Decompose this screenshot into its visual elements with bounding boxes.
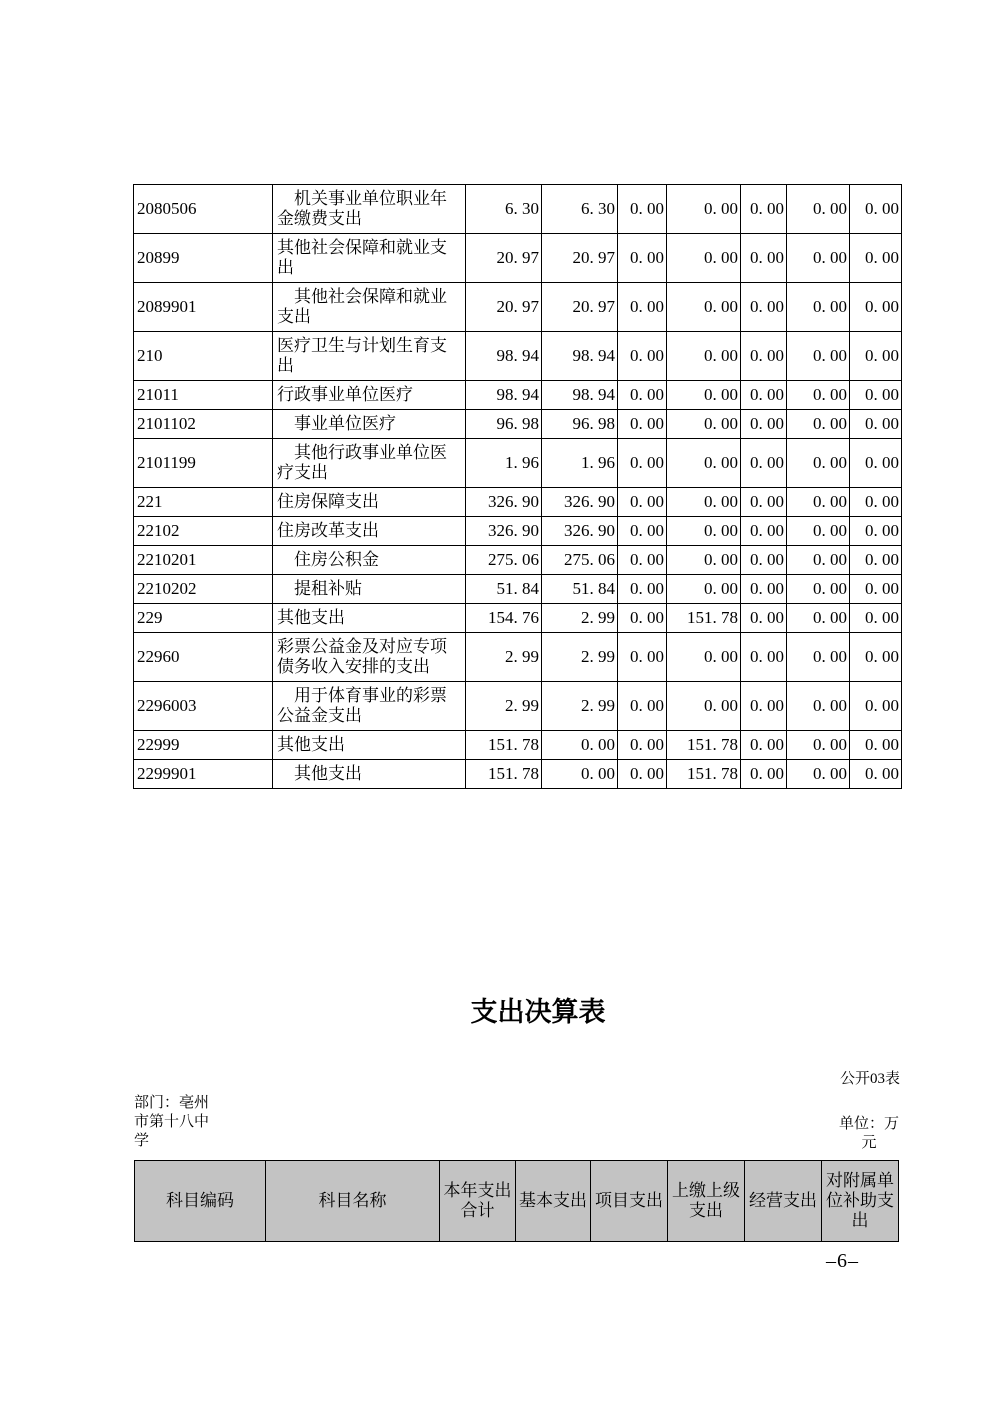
value-cell: 151. 78 (667, 604, 741, 633)
value-cell: 0. 00 (741, 633, 787, 682)
value-cell: 0. 00 (787, 682, 850, 731)
value-cell: 0. 00 (667, 234, 741, 283)
value-cell: 6. 30 (542, 185, 618, 234)
value-cell: 0. 00 (667, 575, 741, 604)
page-number: –6– (826, 1250, 859, 1272)
table-row (134, 283, 902, 332)
value-cell: 1. 96 (466, 439, 542, 488)
header-cell: 科目名称 (266, 1161, 440, 1242)
value-cell: 0. 00 (667, 546, 741, 575)
value-cell: 0. 00 (618, 731, 667, 760)
value-cell: 2. 99 (542, 682, 618, 731)
value-cell: 0. 00 (850, 488, 902, 517)
value-cell: 0. 00 (667, 682, 741, 731)
table-row (134, 546, 902, 575)
subject-name-cell: 住房改革支出 (273, 517, 466, 546)
value-cell: 20. 97 (466, 283, 542, 332)
value-cell: 0. 00 (741, 546, 787, 575)
value-cell: 0. 00 (741, 234, 787, 283)
value-cell: 0. 00 (618, 517, 667, 546)
value-cell: 0. 00 (618, 760, 667, 789)
value-cell: 0. 00 (787, 633, 850, 682)
table-row (134, 488, 902, 517)
subject-name-cell: 机关事业单位职业年金缴费支出 (273, 185, 466, 234)
value-cell: 0. 00 (850, 517, 902, 546)
form-code-label: 公开03表 (839, 1071, 900, 1087)
value-cell: 0. 00 (787, 731, 850, 760)
value-cell: 0. 00 (787, 381, 850, 410)
value-cell: 0. 00 (787, 410, 850, 439)
subject-code-cell: 2296003 (134, 682, 273, 731)
value-cell: 0. 00 (850, 682, 902, 731)
value-cell: 326. 90 (542, 488, 618, 517)
table-row (134, 575, 902, 604)
value-cell: 0. 00 (741, 604, 787, 633)
table-row (134, 185, 902, 234)
value-cell: 0. 00 (741, 185, 787, 234)
value-cell: 0. 00 (741, 283, 787, 332)
value-cell: 51. 84 (542, 575, 618, 604)
subject-code-cell: 2210202 (134, 575, 273, 604)
value-cell: 20. 97 (466, 234, 542, 283)
value-cell: 0. 00 (850, 760, 902, 789)
subject-name-cell: 事业单位医疗 (273, 410, 466, 439)
value-cell: 2. 99 (542, 604, 618, 633)
value-cell: 0. 00 (618, 575, 667, 604)
value-cell: 0. 00 (618, 604, 667, 633)
page-title: 支出决算表 (470, 997, 606, 1027)
value-cell: 0. 00 (618, 682, 667, 731)
subject-name-cell: 其他行政事业单位医疗支出 (273, 439, 466, 488)
value-cell: 151. 78 (466, 731, 542, 760)
value-cell: 0. 00 (787, 283, 850, 332)
department-label: 部门：亳州市第十八中学 (134, 1095, 210, 1149)
header-cell: 项目支出 (591, 1161, 668, 1242)
value-cell: 0. 00 (741, 410, 787, 439)
value-cell: 0. 00 (542, 760, 618, 789)
value-cell: 0. 00 (618, 439, 667, 488)
value-cell: 0. 00 (850, 439, 902, 488)
value-cell: 0. 00 (850, 234, 902, 283)
subject-name-cell: 提租补贴 (273, 575, 466, 604)
value-cell: 0. 00 (850, 283, 902, 332)
value-cell: 0. 00 (787, 575, 850, 604)
header-row (135, 1161, 899, 1242)
subject-code-cell: 2101102 (134, 410, 273, 439)
value-cell: 0. 00 (667, 332, 741, 381)
value-cell: 0. 00 (741, 760, 787, 789)
table-row (134, 760, 902, 789)
subject-code-cell: 22999 (134, 731, 273, 760)
value-cell: 0. 00 (667, 410, 741, 439)
table-row (134, 731, 902, 760)
value-cell: 0. 00 (741, 381, 787, 410)
value-cell: 0. 00 (667, 517, 741, 546)
header-cell: 本年支出合计 (440, 1161, 516, 1242)
subject-name-cell: 其他社会保障和就业支出 (273, 283, 466, 332)
value-cell: 0. 00 (618, 410, 667, 439)
value-cell: 0. 00 (667, 185, 741, 234)
value-cell: 0. 00 (741, 682, 787, 731)
expenditure-continuation-table (133, 184, 902, 789)
value-cell: 0. 00 (667, 439, 741, 488)
value-cell: 0. 00 (850, 185, 902, 234)
value-cell: 151. 78 (466, 760, 542, 789)
value-cell: 151. 78 (667, 731, 741, 760)
value-cell: 0. 00 (787, 517, 850, 546)
value-cell: 0. 00 (618, 234, 667, 283)
table-row (134, 234, 902, 283)
subject-name-cell: 住房保障支出 (273, 488, 466, 517)
subject-name-cell: 行政事业单位医疗 (273, 381, 466, 410)
subject-name-cell: 其他支出 (273, 731, 466, 760)
value-cell: 0. 00 (618, 332, 667, 381)
value-cell: 0. 00 (667, 633, 741, 682)
subject-code-cell: 2089901 (134, 283, 273, 332)
header-cell: 上缴上级支出 (668, 1161, 745, 1242)
value-cell: 0. 00 (850, 575, 902, 604)
subject-code-cell: 210 (134, 332, 273, 381)
expenditure-table-header (134, 1160, 899, 1242)
value-cell: 0. 00 (618, 633, 667, 682)
value-cell: 0. 00 (787, 546, 850, 575)
table-row (134, 517, 902, 546)
value-cell: 0. 00 (618, 488, 667, 517)
value-cell: 0. 00 (618, 546, 667, 575)
value-cell: 0. 00 (850, 410, 902, 439)
value-cell: 0. 00 (741, 731, 787, 760)
value-cell: 98. 94 (542, 381, 618, 410)
subject-code-cell: 2299901 (134, 760, 273, 789)
value-cell: 2. 99 (466, 633, 542, 682)
value-cell: 275. 06 (466, 546, 542, 575)
value-cell: 0. 00 (741, 488, 787, 517)
value-cell: 0. 00 (667, 488, 741, 517)
subject-code-cell: 2210201 (134, 546, 273, 575)
value-cell: 0. 00 (787, 234, 850, 283)
header-cell: 对附属单位补助支出 (822, 1161, 899, 1242)
subject-code-cell: 20899 (134, 234, 273, 283)
value-cell: 98. 94 (466, 332, 542, 381)
subject-name-cell: 其他社会保障和就业支出 (273, 234, 466, 283)
value-cell: 1. 96 (542, 439, 618, 488)
header-cell: 基本支出 (516, 1161, 591, 1242)
value-cell: 96. 98 (542, 410, 618, 439)
subject-code-cell: 221 (134, 488, 273, 517)
value-cell: 0. 00 (787, 332, 850, 381)
value-cell: 51. 84 (466, 575, 542, 604)
subject-name-cell: 其他支出 (273, 760, 466, 789)
unit-label: 单位：万元 (838, 1116, 899, 1151)
value-cell: 151. 78 (667, 760, 741, 789)
value-cell: 0. 00 (542, 731, 618, 760)
subject-code-cell: 2080506 (134, 185, 273, 234)
table-row (134, 439, 902, 488)
value-cell: 275. 06 (542, 546, 618, 575)
subject-name-cell: 其他支出 (273, 604, 466, 633)
subject-name-cell: 住房公积金 (273, 546, 466, 575)
subject-name-cell: 用于体育事业的彩票公益金支出 (273, 682, 466, 731)
subject-code-cell: 22960 (134, 633, 273, 682)
table-row (134, 410, 902, 439)
table-row (134, 633, 902, 682)
value-cell: 0. 00 (850, 731, 902, 760)
value-cell: 0. 00 (741, 517, 787, 546)
value-cell: 0. 00 (741, 439, 787, 488)
value-cell: 0. 00 (850, 381, 902, 410)
value-cell: 0. 00 (618, 283, 667, 332)
value-cell: 326. 90 (542, 517, 618, 546)
value-cell: 6. 30 (466, 185, 542, 234)
subject-code-cell: 2101199 (134, 439, 273, 488)
subject-code-cell: 21011 (134, 381, 273, 410)
header-cell: 经营支出 (745, 1161, 822, 1242)
value-cell: 0. 00 (787, 604, 850, 633)
value-cell: 0. 00 (618, 185, 667, 234)
value-cell: 0. 00 (850, 546, 902, 575)
header-cell: 科目编码 (135, 1161, 266, 1242)
value-cell: 0. 00 (787, 488, 850, 517)
subject-code-cell: 229 (134, 604, 273, 633)
subject-name-cell: 彩票公益金及对应专项债务收入安排的支出 (273, 633, 466, 682)
value-cell: 2. 99 (466, 682, 542, 731)
value-cell: 0. 00 (741, 332, 787, 381)
value-cell: 98. 94 (542, 332, 618, 381)
value-cell: 0. 00 (787, 439, 850, 488)
value-cell: 20. 97 (542, 234, 618, 283)
value-cell: 0. 00 (618, 381, 667, 410)
value-cell: 20. 97 (542, 283, 618, 332)
value-cell: 0. 00 (787, 760, 850, 789)
table-row (134, 332, 902, 381)
value-cell: 0. 00 (850, 604, 902, 633)
table-row (134, 682, 902, 731)
value-cell: 98. 94 (466, 381, 542, 410)
value-cell: 0. 00 (667, 381, 741, 410)
value-cell: 326. 90 (466, 517, 542, 546)
table-row (134, 381, 902, 410)
value-cell: 96. 98 (466, 410, 542, 439)
value-cell: 0. 00 (667, 283, 741, 332)
subject-name-cell: 医疗卫生与计划生育支出 (273, 332, 466, 381)
value-cell: 0. 00 (850, 332, 902, 381)
value-cell: 0. 00 (850, 633, 902, 682)
value-cell: 2. 99 (542, 633, 618, 682)
value-cell: 0. 00 (741, 575, 787, 604)
value-cell: 154. 76 (466, 604, 542, 633)
value-cell: 0. 00 (787, 185, 850, 234)
subject-code-cell: 22102 (134, 517, 273, 546)
value-cell: 326. 90 (466, 488, 542, 517)
table-row (134, 604, 902, 633)
